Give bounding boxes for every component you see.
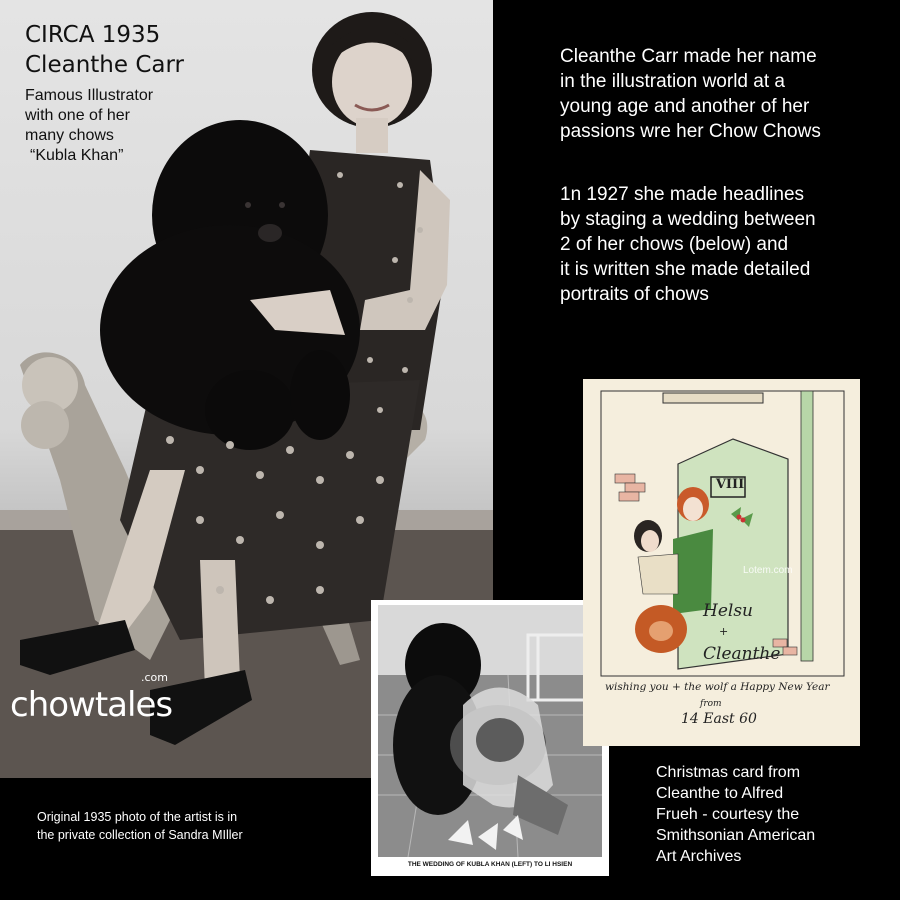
- description-line: passions wre her Chow Chows: [560, 121, 821, 142]
- card-caption-line: Smithsonian American: [656, 827, 816, 844]
- caption-name: Cleanthe Carr: [25, 52, 184, 78]
- card-caption-line: Art Archives: [656, 848, 742, 865]
- description-line: portraits of chows: [560, 284, 709, 305]
- christmas-card: [583, 379, 860, 746]
- card-caption: [656, 762, 896, 867]
- caption-line: with one of her: [25, 107, 130, 124]
- wedding-photo-illustration: [378, 605, 602, 857]
- site-watermark: chowtales: [10, 685, 173, 725]
- card-caption-line: Christmas card from: [656, 764, 801, 781]
- wedding-photo-caption: THE WEDDING OF KUBLA KHAN (LEFT) TO LI HSIEN: [407, 861, 573, 868]
- site-watermark-suffix: .com: [141, 671, 168, 684]
- card-greeting: wishing you + the wolf a Happy New Year: [605, 681, 830, 693]
- description-paragraph-2: [560, 182, 895, 307]
- caption-line: many chows: [25, 127, 114, 144]
- description-line: young age and another of her: [560, 96, 810, 117]
- card-signature-cleanthe: Cleanthe: [703, 644, 781, 664]
- description-line: it is written she made detailed: [560, 259, 811, 280]
- wedding-photo: [371, 600, 609, 876]
- caption-year: CIRCA 1935: [25, 22, 161, 48]
- card-signature-helsu: Helsu: [703, 601, 753, 621]
- caption-dog-name: “Kubla Khan”: [30, 147, 124, 164]
- photo-credit: [37, 808, 337, 844]
- description-paragraph-1: [560, 44, 895, 144]
- card-plus: +: [719, 625, 729, 638]
- description-line: 2 of her chows (below) and: [560, 234, 789, 255]
- description-line: by staging a wedding between: [560, 209, 816, 230]
- card-address: 14 East 60: [681, 711, 757, 727]
- card-caption-line: Frueh - courtesy the: [656, 806, 800, 823]
- card-from: from: [700, 699, 722, 709]
- card-watermark: Lotem.com: [743, 565, 793, 576]
- description-line: 1n 1927 she made headlines: [560, 184, 805, 205]
- description-line: in the illustration world at a: [560, 71, 785, 92]
- credit-line: Original 1935 photo of the artist is in: [37, 810, 238, 824]
- card-door-number: VIII: [715, 477, 745, 492]
- caption-role: Famous Illustrator: [25, 87, 154, 104]
- card-caption-line: Cleanthe to Alfred: [656, 785, 784, 802]
- description-line: Cleanthe Carr made her name: [560, 46, 817, 67]
- credit-line: the private collection of Sandra MIller: [37, 828, 243, 842]
